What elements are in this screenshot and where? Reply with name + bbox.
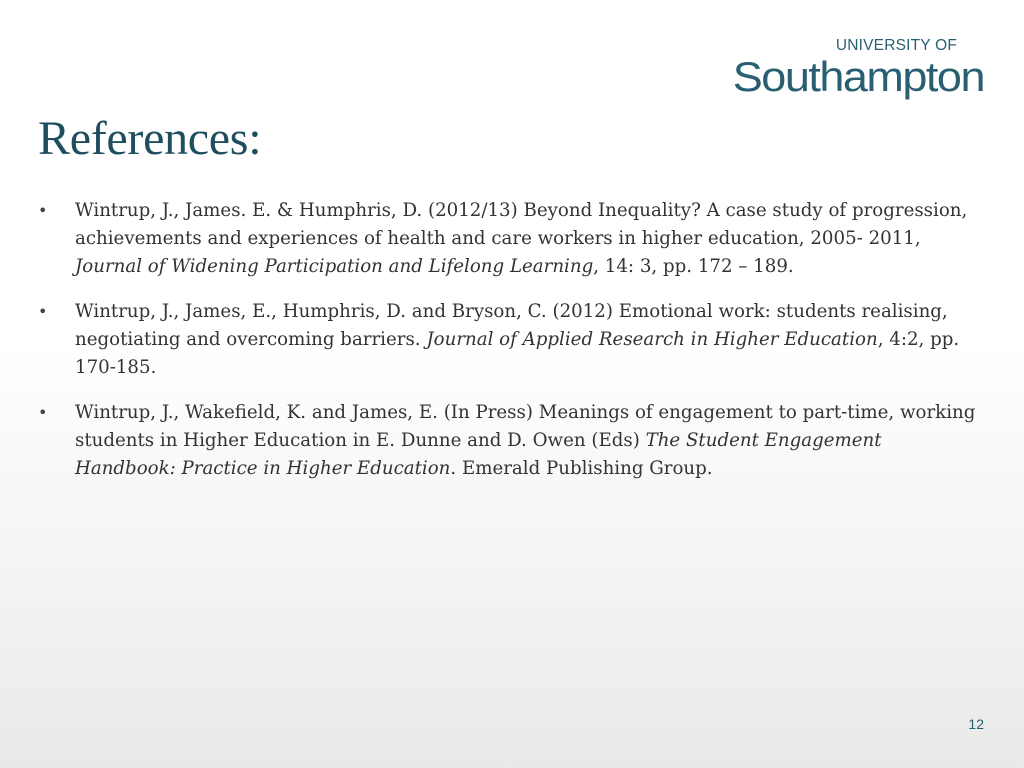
reference-journal: Journal of Applied Research in Higher Education: [426, 329, 878, 350]
reference-details: . Emerald Publishing Group.: [450, 458, 713, 479]
reference-text: Wintrup, J., James. E. & Humphris, D. (2012/13) Beyond Inequality? A case study of progression, achievements and experiences of health and care workers in higher education, 2005- 2011,: [75, 200, 968, 249]
slide-title: References:: [38, 112, 262, 165]
reference-text: Wintrup, J., Wakefield, K. and James, E. (In Press) Meanings of engagement to part-time, working students in Higher Education in E. Dunne and D. Owen (Eds): [75, 402, 976, 451]
reference-text: Wintrup, J., James, E., Humphris, D. and Bryson, C. (2012) Emotional work: students realising, negotiating and overcoming barriers.: [75, 301, 948, 350]
reference-item: [38, 399, 988, 483]
reference-details: , 14: 3, pp. 172 – 189.: [593, 256, 794, 277]
reference-journal: The Student Engagement Handbook: Practice in Higher Education: [75, 430, 882, 479]
page-number: 12: [968, 716, 984, 732]
reference-list: [38, 197, 988, 500]
logo-top-text: UNIVERSITY OF: [835, 37, 957, 54]
bullet-icon: •: [38, 302, 48, 321]
bullet-icon: •: [38, 403, 48, 422]
bullet-icon: •: [38, 201, 48, 220]
reference-journal: Journal of Widening Participation and Lifelong Learning: [75, 256, 594, 277]
reference-details: , 4:2, pp. 170-185.: [75, 329, 960, 378]
reference-item: [38, 197, 988, 281]
logo-main-text: Southampton: [732, 52, 984, 100]
reference-item: [38, 298, 988, 382]
university-logo: [733, 38, 984, 101]
